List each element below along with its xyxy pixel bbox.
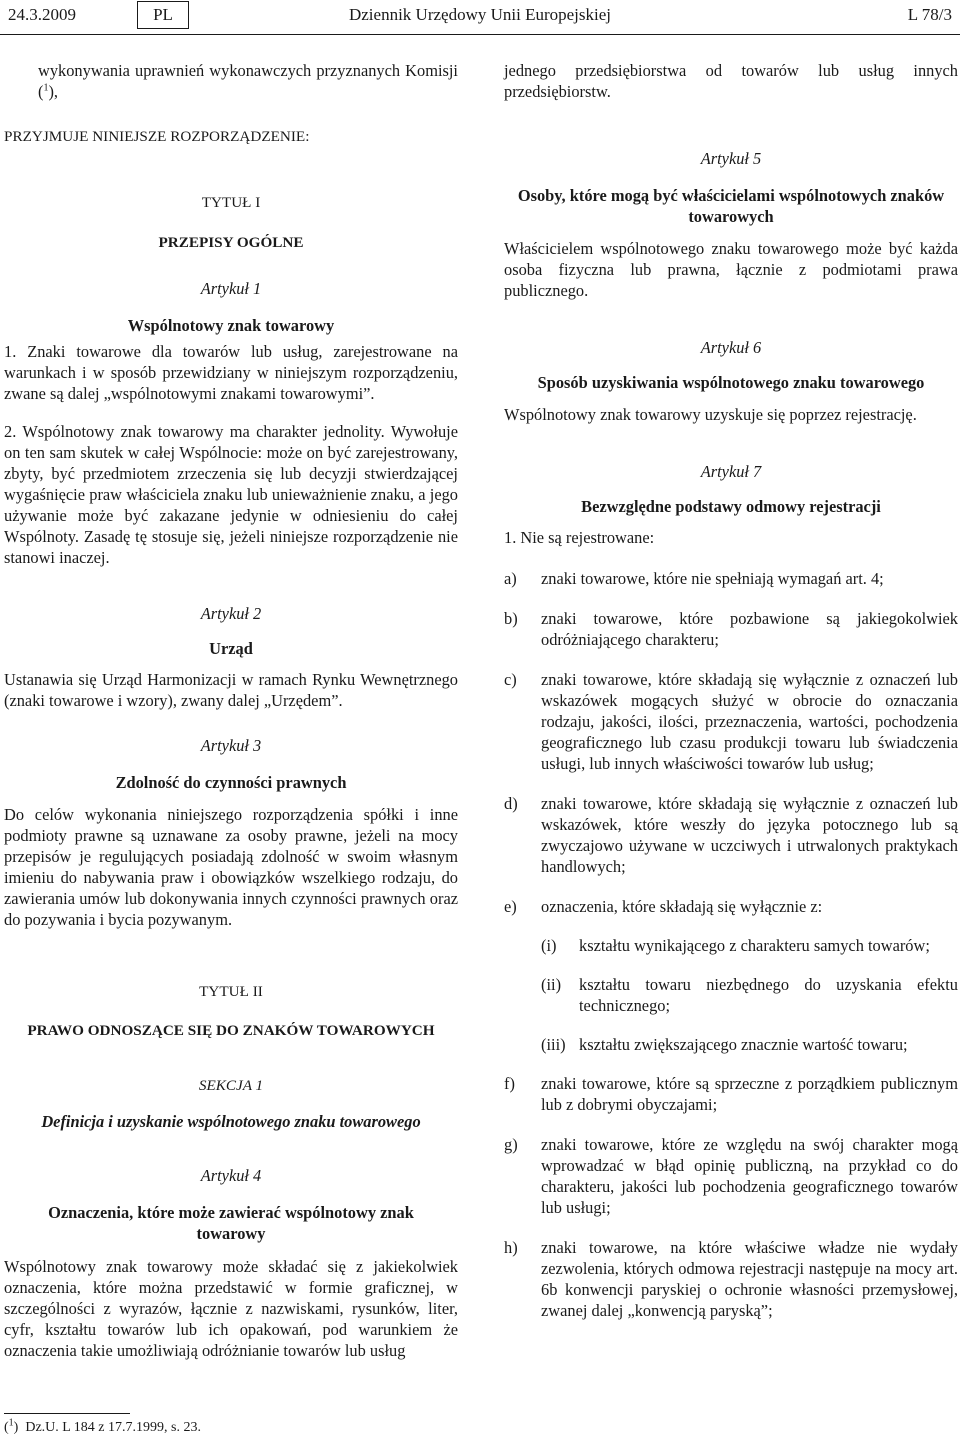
article-7-label: Artykuł 7: [700, 462, 762, 481]
article-4-text: Wspólnotowy znak towarowy może składać się z jakiekolwiek oznaczenia, które można przedstawić w formie graficznej, w szczególności z wyrazów, łącznie z nazwiskami, rysunków, liter, cyfr, kształtu towarów lub ich opakowań, pod warunkiem że oznaczenia takie umożliwiają odróżnianie towarów lub usług: [4, 1257, 458, 1360]
title-2-heading: PRAWO ODNOSZĄCE SIĘ DO ZNAKÓW TOWAROWYCH: [27, 1022, 435, 1039]
intro-continuation: wykonywania uprawnień wykonawczych przyznanych Komisji ($^1$),: [38, 61, 458, 101]
sub-list-item-text: kształtu zwiększającego znacznie wartość towaru;: [579, 1035, 908, 1054]
sub-list-item: [504, 974, 958, 1016]
title-2-label: TYTUŁ II: [199, 983, 263, 1000]
article-6-text: Wspólnotowy znak towarowy uzyskuje się poprzez rejestrację.: [504, 405, 917, 424]
list-item-label: g): [504, 1135, 518, 1154]
footnote-ref: 1: [43, 82, 49, 94]
list-item-text: znaki towarowe, które ze względu na swój charakter mogą wprowadzać w błąd opinię publiczną, na przykład co do charakteru, jakości lub pochodzenia geograficznego towarów lub usługi;: [541, 1135, 958, 1217]
sub-list-item-text: kształtu wynikającego z charakteru samych towarów;: [579, 936, 930, 955]
list-item-text: znaki towarowe, które nie spełniają wymagań art. 4;: [541, 569, 884, 588]
footnote-text: Dz.U. L 184 z 17.7.1999, s. 23.: [25, 1420, 201, 1435]
article-4-continuation: jednego przedsiębiorstwa od towarów lub usług innych przedsiębiorstw.: [504, 61, 958, 101]
article-1-paragraph-2: 2. Wspólnotowy znak towarowy ma charakter jednolity. Wywołuje on ten sam skutek w całej Wspólnocie: może on być zarejestrowany, zbyty, być przedmiotem zrzeczenia się lub decyzji stwierdzającej wygaśnięcie praw właściciela znaku lub unieważnienie znaku, a jego używanie może być zakazane jedynie w odniesieniu do całej Wspólnoty. Zasadę tę stosuje się, jeżeli niniejsze rozporządzenie nie stanowi inaczej.: [4, 422, 458, 567]
header-divider: [0, 34, 960, 35]
article-5-text: Właścicielem wspólnotowego znaku towarowego może być każda osoba fizyczna lub prawna, łącznie z podmiotami prawa publicznego.: [504, 239, 958, 300]
article-3-label: Artykuł 3: [200, 736, 262, 755]
article-2-label: Artykuł 2: [200, 604, 262, 623]
footnote: ($^1$) Dz.U. L 184 z 17.7.1999, s. 23.: [4, 1417, 201, 1435]
list-item-text: znaki towarowe, które pozbawione są jakiegokolwiek odróżniającego charakteru;: [541, 609, 958, 649]
list-item: [504, 568, 958, 589]
list-item-label: a): [504, 569, 517, 588]
title-1-label: TYTUŁ I: [201, 194, 261, 211]
sub-list-item: [504, 935, 958, 956]
list-item: [504, 608, 958, 650]
article-2-heading: Urząd: [209, 639, 253, 658]
list-item: [504, 1134, 958, 1218]
list-item: [504, 1073, 958, 1115]
adoption-statement: PRZYJMUJE NINIEJSZE ROZPORZĄDZENIE:: [4, 128, 310, 145]
article-3-text: Do celów wykonania niniejszego rozporządzenia spółki i inne podmioty prawne są uznawane za osoby prawne, jeżeli na mocy przepisów je regulujących posiadają zdolność w swoim własnym imieniu do nabywania praw i obowiązków wszelkiego rodzaju, do zawierania umów lub dokonywania innych czynności prawnych oraz do pozywania i bycia pozywanym.: [4, 805, 458, 929]
list-item-text: znaki towarowe, które składają się wyłącznie z oznaczeń lub wskazówek, które weszły do języka potocznego lub są zwyczajowo używane w uczciwych i utrwalonych praktykach handlowych;: [541, 794, 958, 876]
title-1-heading: PRZEPISY OGÓLNE: [158, 234, 304, 251]
list-item-label: h): [504, 1238, 518, 1257]
sub-list-item-label: (iii): [541, 1035, 566, 1054]
right-column: [504, 60, 958, 1321]
list-item-label: b): [504, 609, 518, 628]
list-item-label: e): [504, 897, 517, 916]
section-1-label: SEKCJA 1: [198, 1077, 264, 1094]
language-code-box: PL: [137, 1, 189, 29]
article-4-heading: Oznaczenia, które może zawierać wspólnotowy znak towarowy: [48, 1203, 414, 1243]
sub-list-item-label: (i): [541, 936, 557, 955]
list-item-text: znaki towarowe, które składają się wyłącznie z oznaczeń lub wskazówek mogących służyć w obrocie do oznaczania rodzaju, jakości, ilości, przeznaczenia, wartości, pochodzenia geograficznego lub czasu produkcji towaru lub świadczenia usługi, lub innych właściwości towarów lub usług;: [541, 670, 958, 773]
list-item: [504, 1237, 958, 1321]
header-date: 24.3.2009: [8, 5, 76, 24]
list-item-label: f): [504, 1074, 515, 1093]
list-item-text: oznaczenia, które składają się wyłącznie z:: [541, 897, 823, 916]
article-3-heading: Zdolność do czynności prawnych: [115, 773, 347, 792]
footnote-divider: [4, 1413, 130, 1414]
list-item: [504, 669, 958, 774]
article-7-paragraph-1: 1. Nie są rejestrowane:: [504, 528, 655, 547]
footnote-number: 1: [8, 1417, 14, 1429]
journal-reference: L 78/3: [907, 5, 952, 24]
article-4-label: Artykuł 4: [200, 1166, 262, 1185]
article-6-heading: Sposób uzyskiwania wspólnotowego znaku towarowego: [537, 373, 925, 392]
list-item-text: znaki towarowe, które są sprzeczne z porządkiem publicznym lub z dobrymi obyczajami;: [541, 1074, 958, 1114]
article-5-heading: Osoby, które mogą być właścicielami wspólnotowych znaków towarowych: [517, 186, 945, 226]
article-5-label: Artykuł 5: [700, 149, 762, 168]
sub-list-item: [504, 1034, 958, 1055]
article-2-text: Ustanawia się Urząd Harmonizacji w ramach Rynku Wewnętrznego (znaki towarowe i wzory), zwany dalej „Urzędem”.: [4, 670, 458, 710]
list-item: [504, 793, 958, 877]
article-1-label: Artykuł 1: [200, 279, 262, 298]
article-1-heading: Wspólnotowy znak towarowy: [127, 316, 335, 335]
left-column: [4, 60, 458, 1361]
article-7-heading: Bezwzględne podstawy odmowy rejestracji: [581, 497, 881, 516]
list-item-text: znaki towarowe, na które właściwe władze nie wydały zezwolenia, których odmowa rejestracji następuje na mocy art. 6b konwencji paryskiej o ochronie własności przemysłowej, zwanej dalej „konwencją paryską”;: [541, 1238, 958, 1320]
sub-list-item-text: kształtu towaru niezbędnego do uzyskania efektu technicznego;: [579, 975, 958, 1015]
journal-title: Dziennik Urzędowy Unii Europejskiej: [348, 5, 611, 24]
list-item: [504, 896, 958, 917]
sub-list-item-label: (ii): [541, 975, 562, 994]
list-item-label: d): [504, 794, 518, 813]
article-1-paragraph-1: 1. Znaki towarowe dla towarów lub usług, zarejestrowane na warunkach i w sposób przewidziany w niniejszym rozporządzeniu, zwane są dalej „wspólnotowymi znakami towarowymi”.: [4, 342, 458, 403]
article-6-label: Artykuł 6: [700, 338, 762, 357]
section-1-heading: Definicja i uzyskanie wspólnotowego znaku towarowego: [41, 1112, 421, 1131]
page-header: [0, 0, 960, 30]
list-item-label: c): [504, 670, 517, 689]
